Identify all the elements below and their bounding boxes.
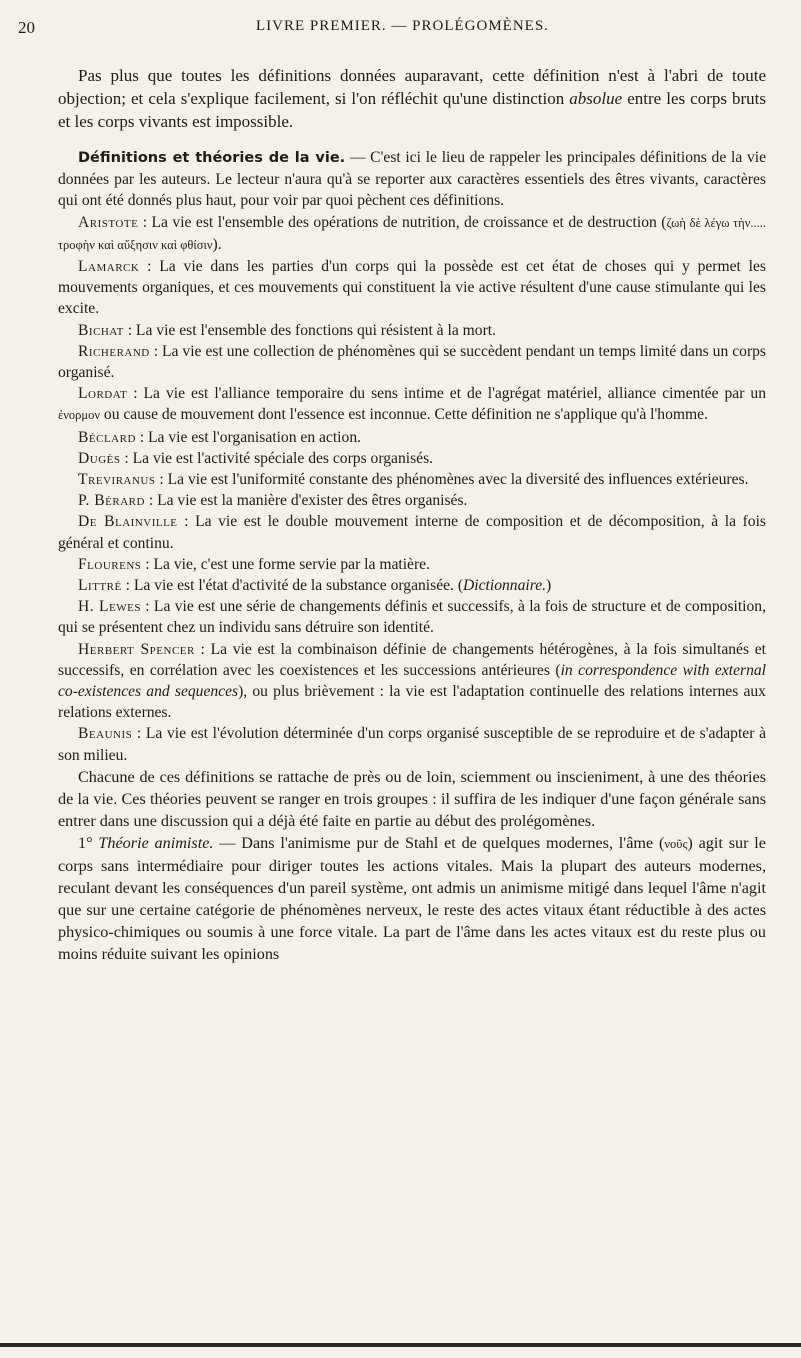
definition-item: Littré : La vie est l'état d'activité de la substance organisée. (Dictionnaire.): [78, 577, 552, 595]
definition-item: H. Lewes : La vie est une série de changements définis et successifs, à la fois de structure et de composition, qui se présentent chez un individu sans détruire son identité.: [58, 598, 766, 637]
definition-item: P. Bérard : La vie est la manière d'exister des êtres organisés.: [78, 492, 468, 510]
definition-item: Flourens : La vie, c'est une forme servie par la matière.: [78, 555, 430, 573]
definition-item: De Blainville : La vie est le double mouvement interne de composition et de décomposition, à la fois général et continu.: [58, 513, 766, 552]
page-number: 20: [18, 18, 35, 37]
definition-item: Lamarck : La vie dans les parties d'un corps qui la possède est cet état de choses qui y permet les mouvements organiques, et ces mouvements qui constituent la vie active résultent d'une cause stimulante qui les excite.: [58, 258, 766, 318]
bottom-edge-rule: [0, 1343, 801, 1347]
definition-item: Bichat : La vie est l'ensemble des fonctions qui résistent à la mort.: [78, 321, 496, 339]
definition-item: Béclard : La vie est l'organisation en action.: [78, 428, 362, 446]
animist-theory-paragraph: 1° Théorie animiste. — Dans l'animisme pur de Stahl et de quelques modernes, l'âme (νοῦς) agit sur le corps sans intermédiaire pour diriger toutes les actions vitales. Mais la plupart des auteurs modernes, reculant devant les conséquences d'un pareil système, ont admis un animisme mitigé dans lequel l'âme n'agit que sur une certaine catégorie de phénomènes nerveux, le reste des actes vitaux étant réductible à des actes physico-chimiques ou soumis à une force vitale. La part de l'âme dans les actes vitaux est du reste plus ou moins réduite suivant les opinions: [58, 833, 766, 963]
definition-item: Lordat : La vie est l'alliance temporaire du sens intime et de l'agrégat matériel, alliance cimentée par un ἐνορμον ou cause de mouvement dont l'essence est inconnue. Cette définition ne s'applique qu'à l'homme.: [58, 385, 766, 424]
definition-item: Dugès : La vie est l'activité spéciale des corps organisés.: [78, 449, 434, 467]
definition-item: Treviranus : La vie est l'uniformité constante des phénomènes avec la diversité des influences extérieures.: [78, 471, 749, 489]
definition-item: Aristote : La vie est l'ensemble des opérations de nutrition, de croissance et de destruction (ζωὴ δὲ λέγω τὴν..... τροφὴν καὶ αὔξησιν καὶ φθίσιν).: [58, 213, 766, 253]
book-page: [18, 12, 767, 965]
definition-item: Beaunis : La vie est l'évolution déterminée d'un corps organisé susceptible de se reproduire et de s'adapter à son milieu.: [58, 725, 766, 764]
theories-section: [58, 766, 766, 965]
chapter-title: LIVRE PREMIER. — PROLÉGOMÈNES.: [256, 18, 549, 34]
definition-item: Herbert Spencer : La vie est la combinaison définie de changements hétérogènes, à la fois simultanés et successifs, en corrélation avec les coexistences et les successions antérieures (in correspondence with external co-existences and sequences), ou plus brièvement : la vie est l'adaptation continuelle des relations internes aux relations externes.: [58, 640, 767, 722]
running-head: [18, 12, 766, 42]
theories-intro-paragraph: Chacune de ces définitions se rattache de près ou de loin, sciemment ou inscieniment, à une des théories de la vie. Ces théories peuvent se ranger en trois groupes : il suffira de les indiquer d'une façon générale sans entrer dans une discussion qui a déjà été faite en partie au début des prolégomènes.: [58, 767, 766, 830]
section-heading: Définitions et théories de la vie.: [78, 150, 346, 166]
section-heading-paragraph: Définitions et théories de la vie. — C'est ici le lieu de rappeler les principales définitions de la vie données par les auteurs. Le lecteur n'aura qu'à se reporter aux caractères essentiels des êtres vivants, caractères qui ont été donnés plus haut, pour voir par quoi pèchent ces définitions.: [58, 149, 767, 210]
definitions-section: [58, 147, 766, 766]
intro-paragraph: Pas plus que toutes les définitions données auparavant, cette définition n'est à l'abri de toute objection; et cela s'explique facilement, si l'on réfléchit qu'une distinction absolue entre les corps bruts et les corps vivants est impossible.: [58, 66, 767, 131]
definition-item: Richerand : La vie est une collection de phénomènes qui se succèdent pendant un temps limité dans un corps organisé.: [58, 342, 766, 382]
